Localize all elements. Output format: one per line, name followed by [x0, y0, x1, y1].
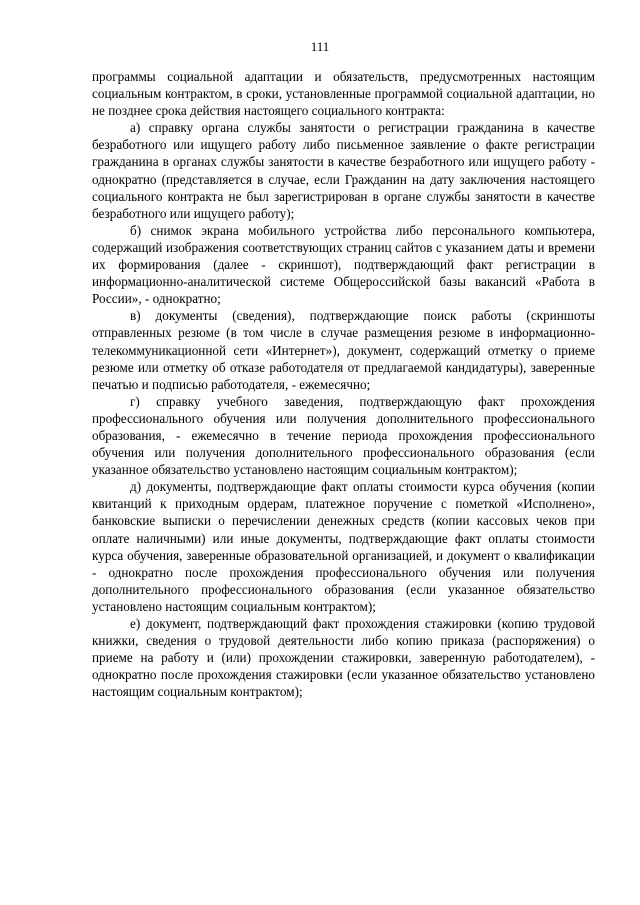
paragraph-item-d: д) документы, подтверждающие факт оплаты стоимости курса обучения (копии квитанций к приходным ордерам, платежное поручение с пометкой «Исполнено», банковские выписки о перечислении денежных средств (копии кассовых чеков при оплате наличными) или иные документы, подтверждающие факт оплаты стоимости курса обучения, заверенные образовательной организацией, и документ о квалификации - однократно после прохождения профессионального обучения или получения дополнительного профессионального образования (если указанное обязательство установлено настоящим социальным контрактом); — [92, 479, 595, 614]
paragraph-item-b: б) снимок экрана мобильного устройства либо персонального компьютера, содержащий изображения соответствующих страниц сайтов с указанием даты и времени их формирования (далее - скриншот), подтверждающий факт регистрации в информационно-аналитической системе Общероссийской базы вакансий «Работа в России», - однократно; — [92, 222, 595, 307]
document-body — [92, 68, 595, 700]
paragraph-item-a: а) справку органа службы занятости о регистрации гражданина в качестве безработного или ищущего работу либо письменное заявление о факте регистрации гражданина в органах службы занятости в качестве безработного или ищущего работу - однократно (представляется в случае, если Гражданин на дату заключения настоящего социального контракта не был зарегистрирован в органе службы занятости в качестве безработного или ищущего работу); — [92, 120, 595, 221]
paragraph-item-e: е) документ, подтверждающий факт прохождения стажировки (копию трудовой книжки, сведения о трудовой деятельности либо копию приказа (распоряжения) о приеме на работу и (или) прохождении стажировки, заверенную работодателем), - однократно после прохождения стажировки (если указанное обязательство установлено настоящим социальным контрактом); — [92, 616, 595, 700]
paragraph-intro: программы социальной адаптации и обязательств, предусмотренных настоящим социальным контрактом, в сроки, установленные программой социальной адаптации, но не позднее срока действия настоящего социального контракта: — [92, 69, 595, 119]
page-number: 111 — [310, 39, 330, 54]
paragraph-item-v: в) документы (сведения), подтверждающие поиск работы (скриншоты отправленных резюме (в том числе в случае размещения резюме в информационно-телекоммуникационной сети «Интернет»), документ, содержащий отметку о приеме резюме или отметку об отказе работодателя от предлагаемой кандидатуры), заверенные печатью и подписью работодателя, - ежемесячно; — [92, 308, 595, 392]
paragraph-item-g: г) справку учебного заведения, подтверждающую факт прохождения профессионального обучения или получения дополнительного профессионального образования, - ежемесячно в течение периода прохождения профессионального обучения или получения дополнительного профессионального образования (если указанное обязательство установлено настоящим социальным контрактом); — [92, 393, 595, 478]
